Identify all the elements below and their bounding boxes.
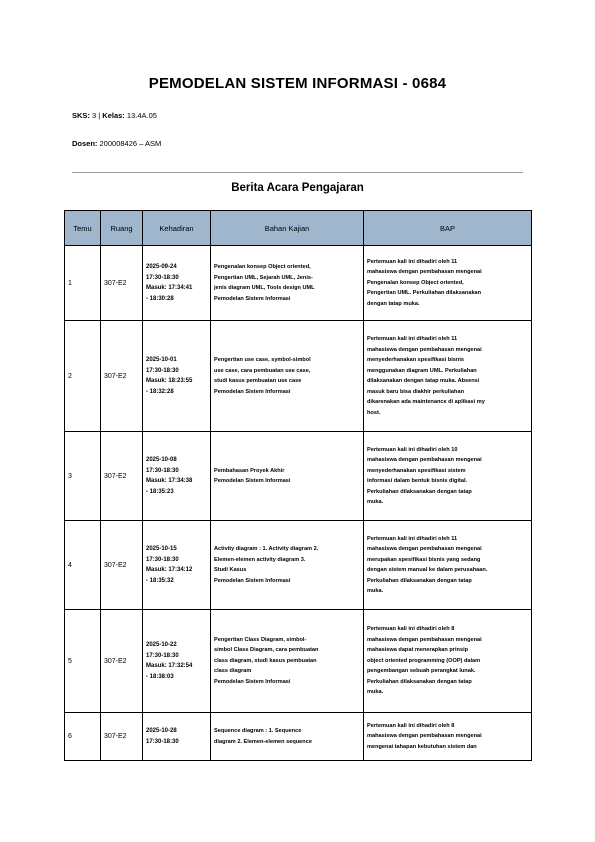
cell-temu: 6 [65, 713, 101, 761]
cell-temu: 1 [65, 246, 101, 321]
table-header-row [65, 211, 532, 246]
cell-ruang: 307-E2 [101, 713, 143, 761]
cell-ruang: 307-E2 [101, 246, 143, 321]
cell-bahan-kajian-line: class diagram, studi kasus pembuatan [214, 657, 317, 664]
cell-kehadiran-line: 17:30-18:30 [146, 652, 179, 659]
cell-bap-line: Pertemuan kali ini dihadiri oleh 11 [367, 535, 458, 542]
cell-bap-line: object oriented programming (OOP) dalam [367, 657, 481, 664]
cell-bap-line: dikarenakan ada maintenance di aplikasi my [367, 399, 485, 405]
cell-bap-line: menyederhanakan spesifikasi bisnis [367, 357, 465, 363]
col-header-ruang: Ruang [101, 211, 143, 246]
cell-bap-line: host. [367, 409, 381, 416]
cell-kehadiran-line: - 18:30:28 [146, 295, 174, 302]
col-header-temu: Temu [65, 211, 101, 246]
cell-bap-line: dengan tatap muka. [367, 300, 420, 307]
sks-label: SKS: [72, 111, 90, 120]
cell-kehadiran-line: - 18:38:03 [146, 673, 174, 680]
cell-bahan-kajian [211, 713, 364, 761]
cell-kehadiran-line: 17:30-18:30 [146, 738, 179, 745]
cell-temu: 5 [65, 610, 101, 713]
cell-kehadiran [143, 610, 211, 713]
table-row [65, 713, 532, 761]
cell-kehadiran-line: 2025-10-01 [146, 357, 177, 363]
cell-kehadiran [143, 713, 211, 761]
cell-bap-line: Pertemuan kali ini dihadiri oleh 11 [367, 336, 458, 342]
cell-bahan-kajian-line: Pengenalan konsep Object oriented, [214, 264, 311, 270]
cell-bap-line: Pertemuan kali ini dihadiri oleh 8 [367, 626, 455, 633]
cell-bap [364, 432, 532, 521]
cell-kehadiran-line: - 18:35:23 [146, 488, 174, 495]
teaching-record-table [64, 210, 532, 761]
cell-bap-line: dilaksanakan dengan tatap muka. Absensi [367, 378, 480, 384]
cell-bap-line: Perkuliahan dilaksanakan dengan tatap [367, 488, 472, 495]
cell-bap-line: menyederhanakan spesifikasi sistem [367, 467, 466, 474]
cell-bap-line: menggunakan diagram UML. Perkuliahan [367, 367, 477, 374]
cell-bahan-kajian-line: simbol Class Diagram, cara pembuatan [214, 647, 319, 654]
dosen-label: Dosen: [72, 139, 98, 148]
lecturer-line [72, 139, 161, 148]
cell-kehadiran-line: 2025-10-15 [146, 546, 177, 552]
cell-kehadiran-line: 2025-10-28 [146, 728, 177, 734]
cell-temu: 2 [65, 321, 101, 432]
cell-kehadiran [143, 246, 211, 321]
cell-bahan-kajian-line: Pengertian Class Diagram, simbol- [214, 636, 307, 643]
cell-bahan-kajian-line: Studi Kasus [214, 567, 247, 573]
cell-bap-line: merupakan spesifikasi bisnis yang sedang [367, 556, 481, 563]
cell-kehadiran-line: Masuk: 18:23:55 [146, 378, 193, 384]
divider [72, 172, 523, 173]
cell-bahan-kajian-line: Pemodelan Sistem Informasi [214, 577, 291, 584]
cell-ruang: 307-E2 [101, 521, 143, 610]
cell-bap-line: Pengertian UML. Perkuliahan dilaksanakan [367, 290, 482, 297]
cell-kehadiran-line: 17:30-18:30 [146, 274, 179, 281]
col-header-kehadiran: Kehadiran [143, 211, 211, 246]
cell-bahan-kajian-line: Pengertian UML, Sejarah UML, Jenis- [214, 274, 313, 281]
cell-bahan-kajian-line: Pemodelan Sistem Informasi [214, 678, 291, 685]
cell-bap-line: Perkuliahan dilaksanakan dengan tatap [367, 577, 472, 584]
cell-kehadiran-line: 2025-10-22 [146, 642, 177, 648]
sks-value: 3 | [89, 111, 103, 120]
cell-bahan-kajian [211, 246, 364, 321]
cell-kehadiran-line: 2025-09-24 [146, 264, 177, 270]
cell-bap-line: pengembangan sebuah perangkat lunak. [367, 668, 476, 675]
cell-bap-line: mahasiswa dengan pembahasan mengenai [367, 346, 482, 353]
kelas-label: Kelas: [102, 111, 125, 120]
cell-bahan-kajian-line: studi kasus pembuatan use case [214, 378, 302, 384]
cell-bap-line: mahasiswa dengan pembahasan mengenai [367, 269, 482, 276]
cell-kehadiran [143, 432, 211, 521]
cell-kehadiran-line: 17:30-18:30 [146, 556, 179, 563]
kelas-value: 13.4A.05 [124, 111, 157, 120]
cell-bahan-kajian-line: class diagram [214, 668, 252, 675]
cell-bap-line: mahasiswa dapat menerapkan prinsip [367, 647, 469, 654]
table-row [65, 521, 532, 610]
cell-bap-line: muka. [367, 588, 384, 594]
cell-bahan-kajian-line: Sequence diagram : 1. Sequence [214, 728, 302, 734]
cell-kehadiran-line: Masuk: 17:34:38 [146, 478, 193, 484]
cell-bap-line: muka. [367, 499, 384, 505]
cell-bap [364, 321, 532, 432]
cell-bap-line: dengan sistem manual ke dalam perusahaan. [367, 567, 488, 573]
cell-bahan-kajian-line: Pengertian use case, symbol-simbol [214, 357, 311, 363]
cell-kehadiran-line: 17:30-18:30 [146, 467, 179, 474]
cell-bahan-kajian-line: Pemodelan Sistem Informasi [214, 478, 291, 484]
cell-bahan-kajian [211, 610, 364, 713]
cell-bap-line: mahasiswa dengan pembahasan mengenai [367, 546, 482, 552]
cell-bap-line: Pertemuan kali ini dihadiri oleh 8 [367, 722, 455, 729]
cell-bahan-kajian-line: Pembahasan Proyek Akhir [214, 467, 285, 474]
cell-bahan-kajian-line: Pemodelan Sistem Informasi [214, 388, 291, 395]
cell-kehadiran-line: - 18:32:28 [146, 388, 174, 395]
cell-bap-line: muka. [367, 689, 384, 696]
cell-bap-line: mahasiswa dengan pembahasan mengenai [367, 636, 482, 643]
cell-kehadiran [143, 321, 211, 432]
cell-bahan-kajian-line: Pemodelan Sistem Informasi [214, 295, 291, 302]
cell-temu: 3 [65, 432, 101, 521]
cell-bap-line: mahasiswa dengan pembahasan mengenai [367, 733, 482, 740]
cell-kehadiran-line: 17:30-18:30 [146, 367, 179, 374]
cell-ruang: 307-E2 [101, 610, 143, 713]
cell-bap [364, 246, 532, 321]
cell-bahan-kajian [211, 432, 364, 521]
cell-bahan-kajian [211, 321, 364, 432]
cell-kehadiran-line: Masuk: 17:34:41 [146, 285, 193, 291]
cell-bap-line: Pertemuan kali ini dihadiri oleh 10 [367, 446, 458, 453]
cell-bap-line: masuk baru bisa diakhir perkuliahan [367, 388, 464, 395]
cell-bap-line: mengenai tahapan kebutuhan sistem dan [367, 743, 477, 750]
page-title: PEMODELAN SISTEM INFORMASI - 0684 [148, 75, 447, 92]
cell-bahan-kajian-line: jenis diagram UML, Tools design UML [214, 285, 315, 291]
cell-temu: 4 [65, 521, 101, 610]
cell-ruang: 307-E2 [101, 321, 143, 432]
cell-bap-line: mahasiswa dengan pembahasan mengenai [367, 457, 482, 463]
cell-bap [364, 610, 532, 713]
cell-kehadiran-line: Masuk: 17:32:54 [146, 663, 193, 669]
cell-bap-line: Pengenalan konsep Object oriented, [367, 279, 464, 286]
cell-kehadiran-line: Masuk: 17:34:12 [146, 567, 193, 573]
table-row [65, 321, 532, 432]
cell-bahan-kajian-line: Activity diagram : 1. Activity diagram 2. [214, 546, 319, 552]
table-row [65, 246, 532, 321]
cell-bahan-kajian-line: Elemen-elemen activity diagram 3. [214, 556, 306, 563]
course-meta-line [72, 111, 157, 120]
col-header-bahan-kajian: Bahan Kajian [211, 211, 364, 246]
section-title: Berita Acara Pengajaran [231, 182, 364, 194]
cell-ruang: 307-E2 [101, 432, 143, 521]
cell-kehadiran-line: - 18:35:32 [146, 577, 174, 584]
col-header-bap: BAP [364, 211, 532, 246]
cell-bap [364, 521, 532, 610]
dosen-value: 200008426 – ASM [97, 139, 162, 148]
cell-bap-line: Perkuliahan dilaksanakan dengan tatap [367, 678, 472, 685]
cell-bahan-kajian-line: use case, cara pembuatan use case, [214, 367, 311, 374]
table-row [65, 432, 532, 521]
table-row [65, 610, 532, 713]
cell-bahan-kajian-line: diagram 2. Elemen-elemen sequence [214, 738, 312, 745]
cell-bap [364, 713, 532, 761]
cell-kehadiran [143, 521, 211, 610]
cell-kehadiran-line: 2025-10-08 [146, 457, 177, 463]
cell-bap-line: Pertemuan kali ini dihadiri oleh 11 [367, 258, 458, 265]
cell-bahan-kajian [211, 521, 364, 610]
cell-bap-line: informasi dalam bentuk bisnis digital. [367, 478, 468, 484]
